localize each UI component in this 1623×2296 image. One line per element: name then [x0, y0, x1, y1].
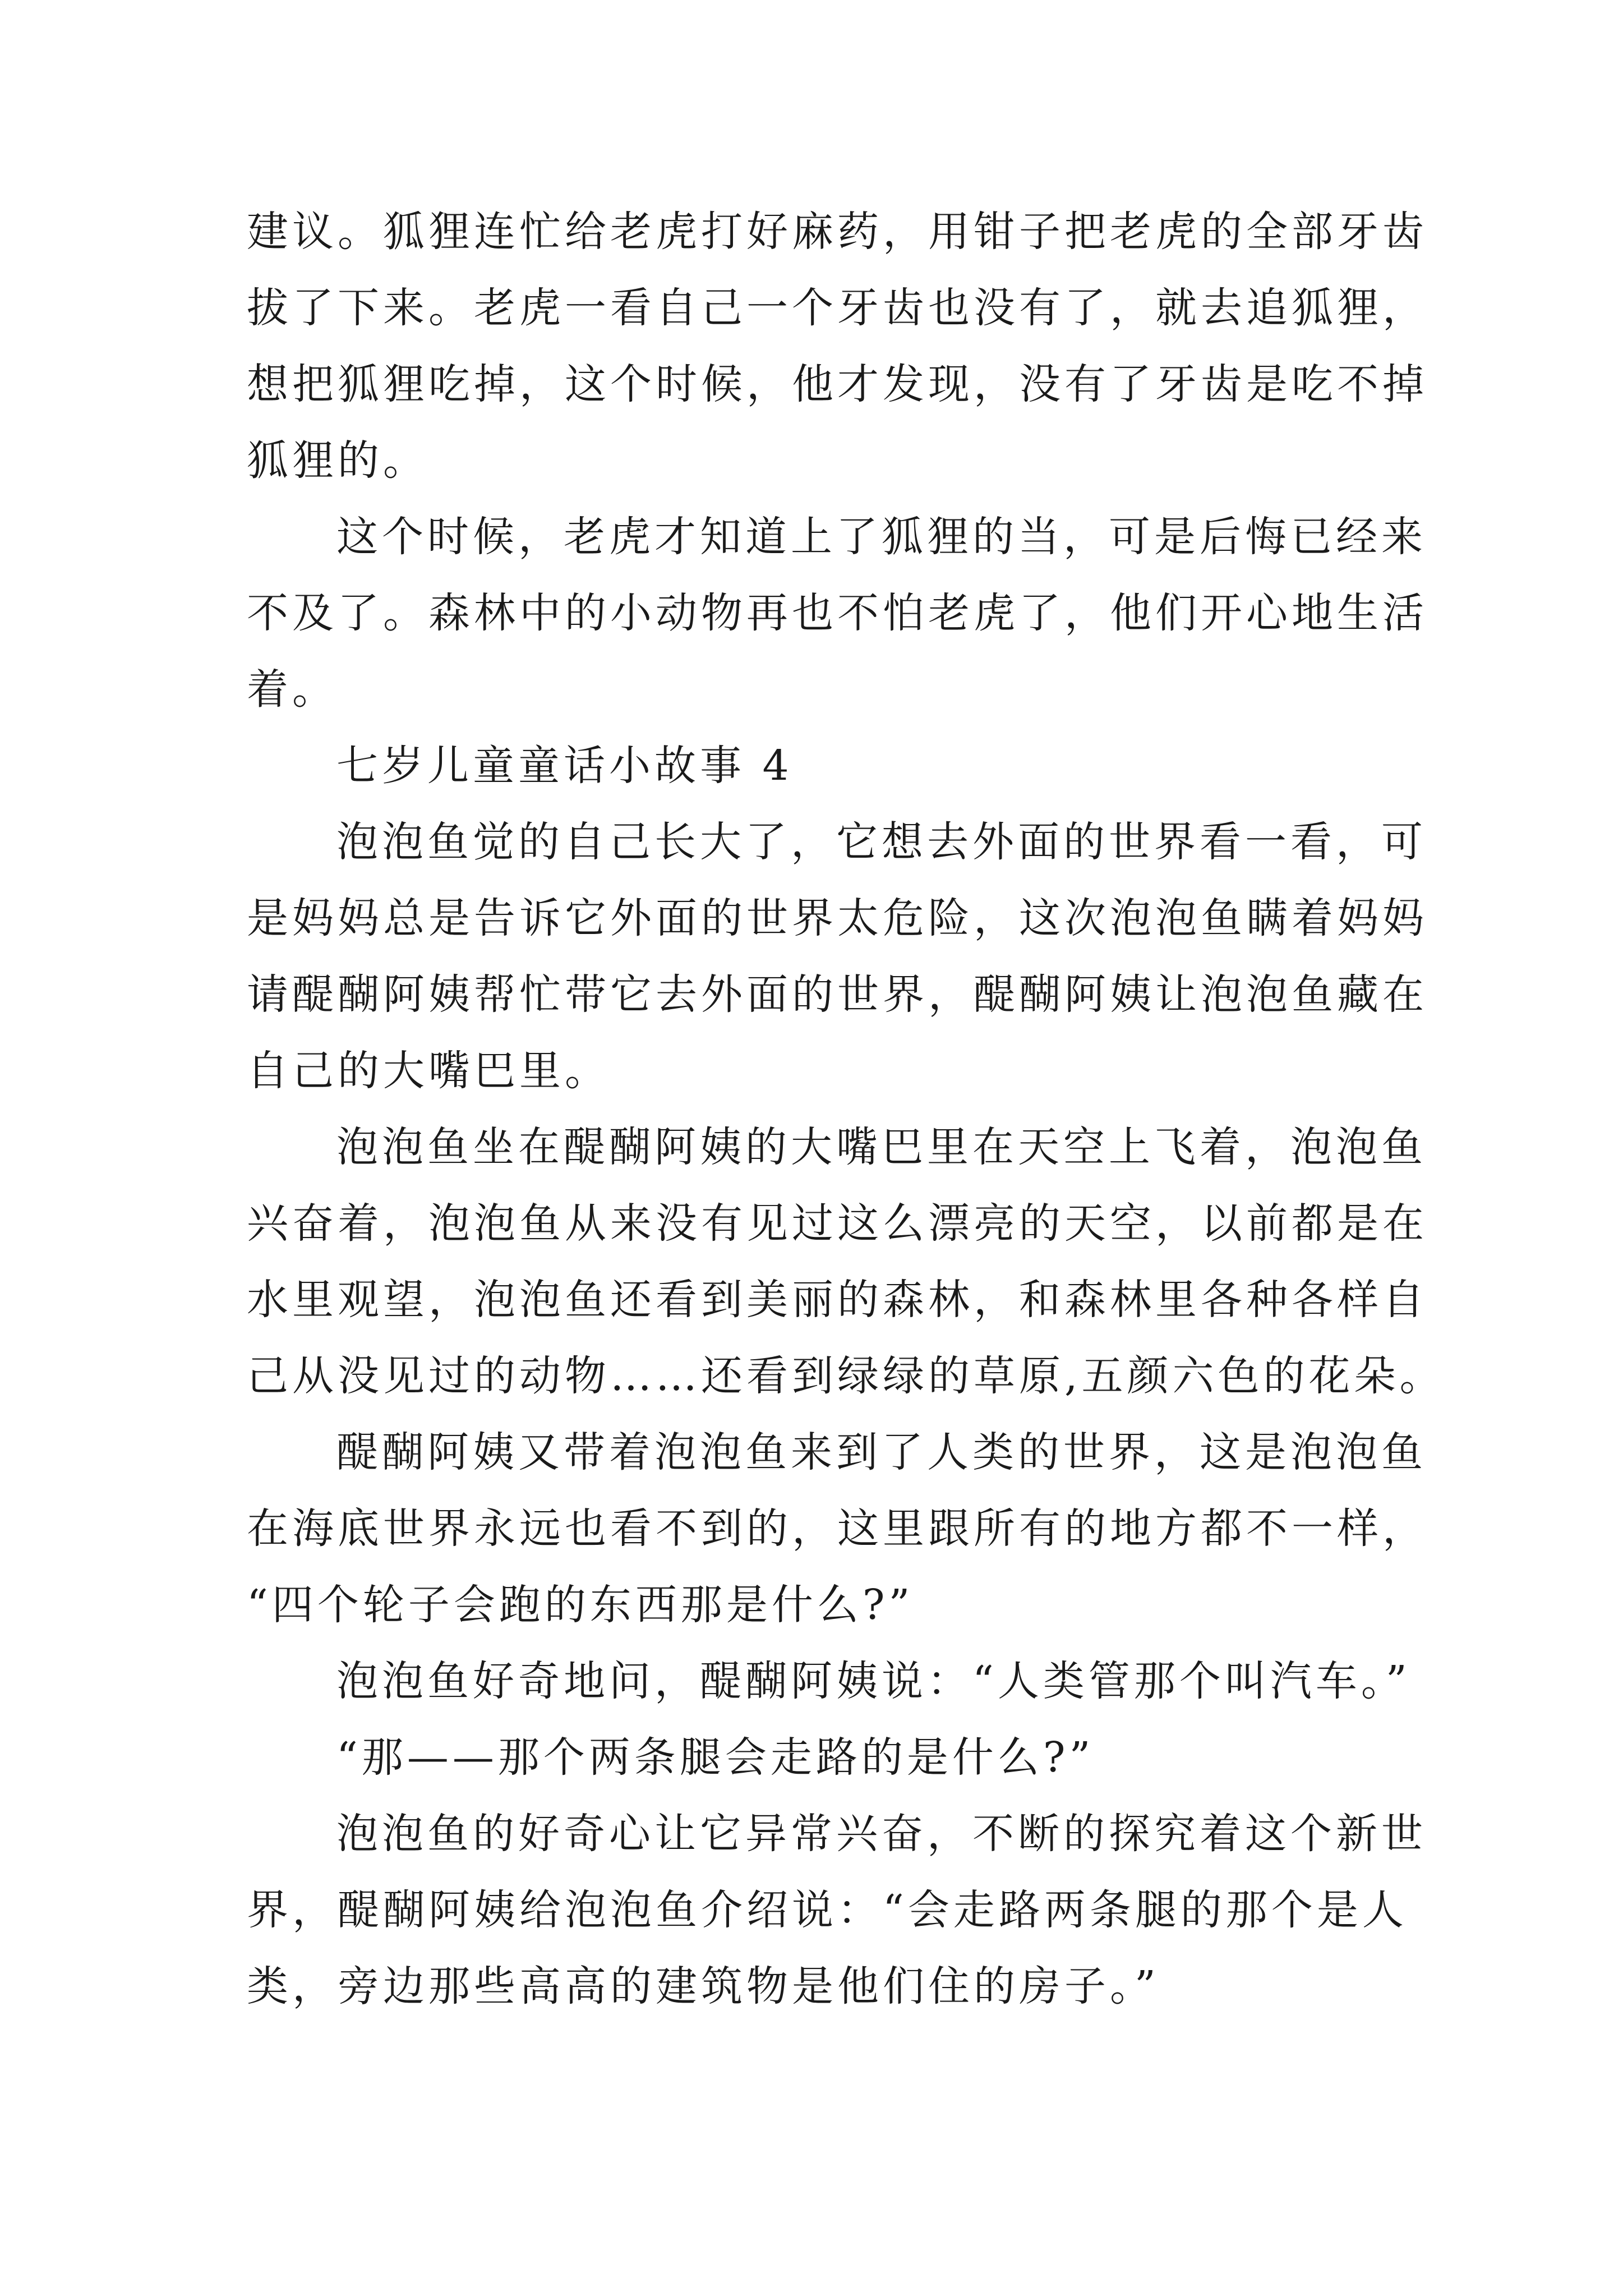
paragraph: [247, 804, 1428, 1109]
text-line: 泡泡鱼的好奇心让它异常兴奋，不断的探究着这个新世: [336, 1810, 1427, 1858]
text-line: 在海底世界永远也看不到的，这里跟所有的地方都不一样，: [247, 1504, 1428, 1553]
text-line: 自己的大嘴巴里。: [247, 1047, 610, 1095]
text-line: 醍醐阿姨又带着泡泡鱼来到了人类的世界，这是泡泡鱼: [336, 1428, 1427, 1476]
text-line: 泡泡鱼坐在醍醐阿姨的大嘴巴里在天空上飞着，泡泡鱼: [336, 1123, 1427, 1171]
text-line: 想把狐狸吃掉，这个时候，他才发现，没有了牙齿是吃不掉: [247, 360, 1428, 408]
paragraph: [247, 1719, 1388, 1796]
text-line: 泡泡鱼好奇地问，醍醐阿姨说：“人类管那个叫汽车。”: [336, 1657, 1411, 1705]
text-line: 这个时候，老虎才知道上了狐狸的当，可是后悔已经来: [336, 513, 1427, 561]
text-line: “那——那个两条腿会走路的是什么?”: [336, 1733, 1095, 1782]
text-line: 狐狸的。: [247, 436, 428, 485]
text-line: 水里观望，泡泡鱼还看到美丽的森林，和森林里各种各样自: [247, 1276, 1428, 1324]
paragraph: [247, 1643, 1411, 1719]
paragraph: [247, 1109, 1445, 1414]
heading-line: 七岁儿童童话小故事 4: [336, 742, 793, 790]
text-line: 拔了下来。老虎一看自己一个牙齿也没有了，就去追狐狸，: [247, 284, 1428, 332]
text-line: 类，旁边那些高高的建筑物是他们住的房子。”: [247, 1962, 1160, 2010]
text-line: 请醍醐阿姨帮忙带它去外面的世界，醍醐阿姨让泡泡鱼藏在: [247, 970, 1428, 1019]
section-heading: [247, 728, 1388, 804]
paragraph: [247, 1414, 1428, 1643]
text-line: 泡泡鱼觉的自己长大了，它想去外面的世界看一看，可: [336, 818, 1427, 866]
text-line: “四个轮子会跑的东西那是什么?”: [247, 1581, 914, 1629]
text-line: 是妈妈总是告诉它外面的世界太危险，这次泡泡鱼瞒着妈妈: [247, 894, 1428, 942]
document-body: [247, 194, 1445, 2024]
text-line: 界，醍醐阿姨给泡泡鱼介绍说：“会走路两条腿的那个是人: [247, 1886, 1408, 1934]
text-line: 着。: [247, 665, 338, 714]
paragraph: [247, 194, 1428, 499]
paragraph: [247, 1796, 1427, 2024]
text-line: 己从没见过的动物……还看到绿绿的草原,五颜六色的花朵。: [247, 1352, 1445, 1400]
paragraph: [247, 499, 1428, 728]
text-line: 兴奋着，泡泡鱼从来没有见过这么漂亮的天空，以前都是在: [247, 1199, 1428, 1248]
text-line: 建议。狐狸连忙给老虎打好麻药，用钳子把老虎的全部牙齿: [247, 208, 1428, 256]
text-line: 不及了。森林中的小动物再也不怕老虎了，他们开心地生活: [247, 589, 1428, 637]
